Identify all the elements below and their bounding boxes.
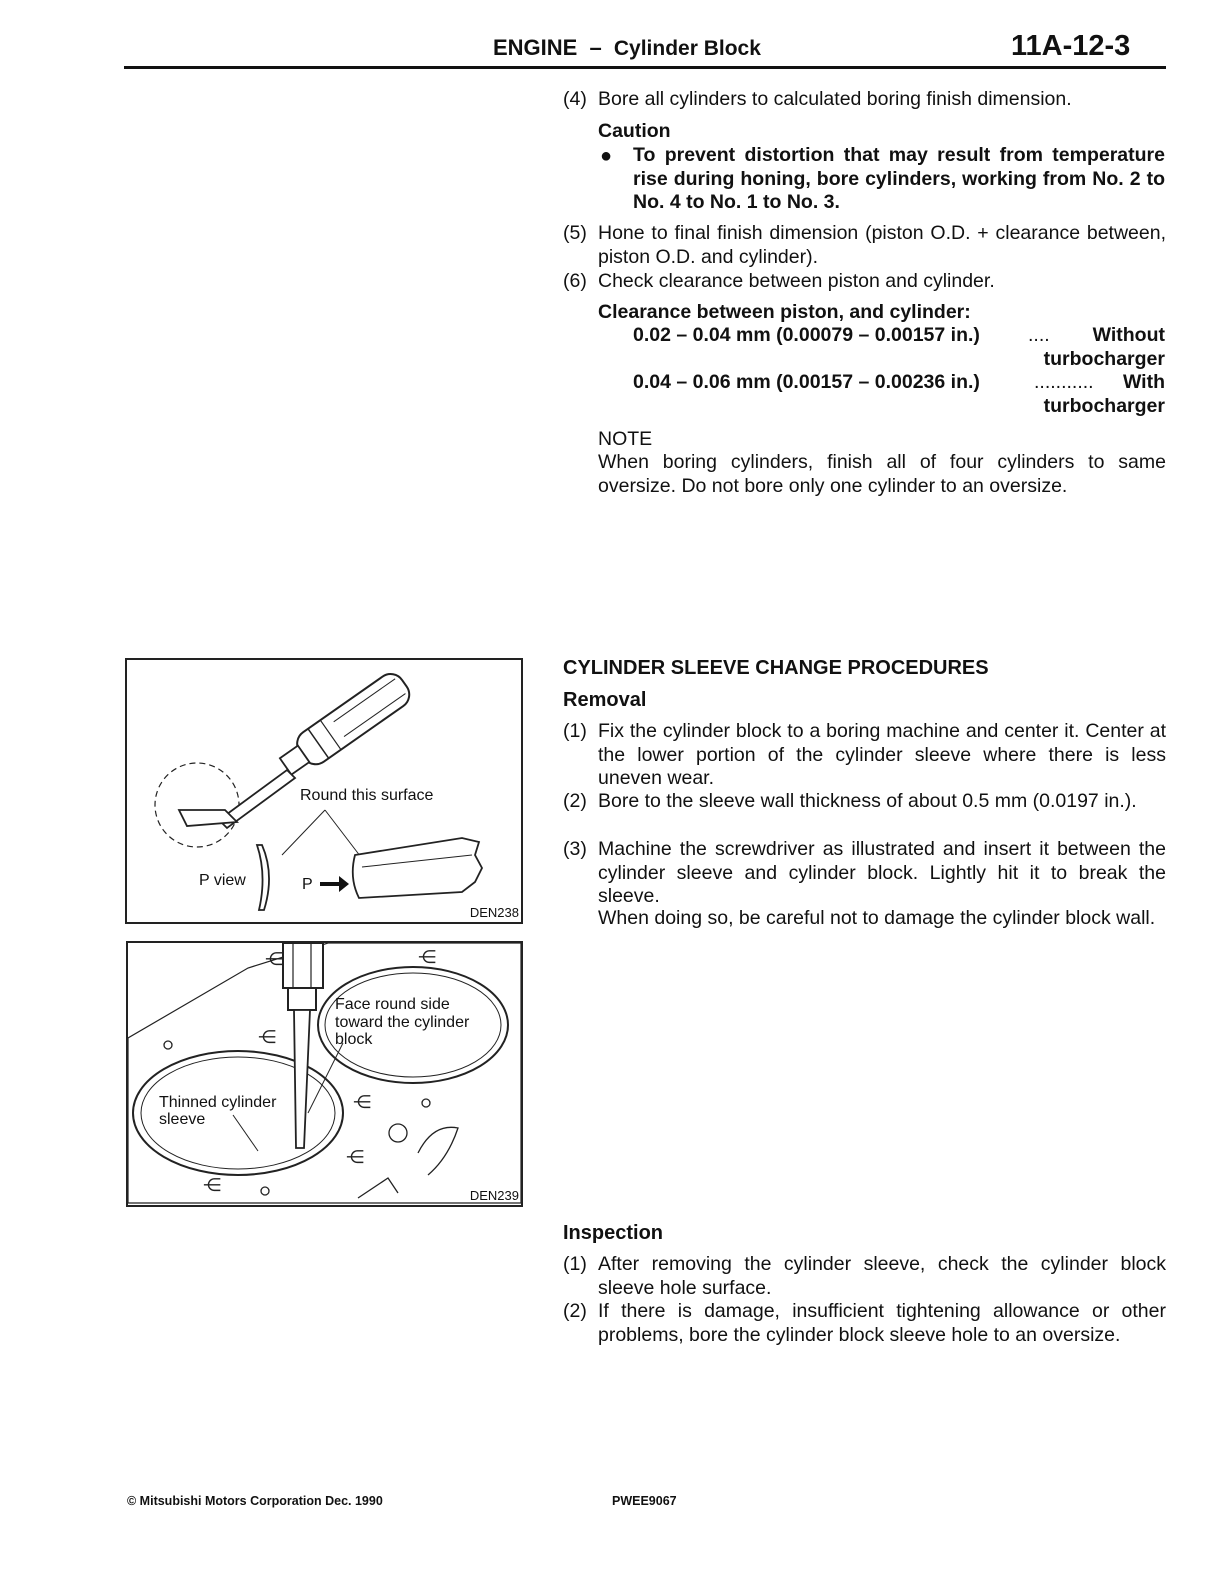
cylinder-block-illustration xyxy=(128,943,521,1205)
blade-side-view xyxy=(353,838,482,898)
clearance-condition-2a: With xyxy=(1122,371,1165,393)
label-face-round-3: block xyxy=(335,1031,373,1048)
page-number: 11A-12-3 xyxy=(1011,30,1131,62)
clearance-heading: Clearance between piston, and cylinder: xyxy=(598,301,971,323)
step-4 xyxy=(563,88,1166,112)
title-sub: Cylinder Block xyxy=(613,37,761,60)
note-text: When boring cylinders, finish all of four cylinders to same oversize. Do not bore only one cylinder to an oversize. xyxy=(598,451,1166,497)
label-thinned-1: Thinned cylinder xyxy=(159,1094,277,1111)
title-dash: – xyxy=(589,35,602,60)
clearance-condition-1b: turbocharger xyxy=(1043,348,1165,370)
section-title: CYLINDER SLEEVE CHANGE PROCEDURES xyxy=(563,657,989,679)
label-p: P xyxy=(302,876,313,893)
step-number: (1) xyxy=(563,720,587,742)
inspection-heading: Inspection xyxy=(563,1222,664,1244)
clearance-value-1: 0.02 – 0.04 mm (0.00079 – 0.00157 in.) xyxy=(633,324,980,346)
step-number: (1) xyxy=(563,1253,587,1275)
arrow-icon xyxy=(320,876,349,892)
inspection-step-2 xyxy=(563,1300,1166,1372)
footer-copyright: © Mitsubishi Motors Corporation Dec. 1990 xyxy=(127,1494,383,1508)
page-title xyxy=(493,35,761,61)
clearance-value-2: 0.04 – 0.06 mm (0.00157 – 0.00236 in.) xyxy=(633,371,980,393)
label-round-surface: Round this surface xyxy=(300,787,434,804)
figure-cylinder-block xyxy=(126,941,523,1207)
svg-text:⋲: ⋲ xyxy=(418,947,436,968)
svg-text:⋲: ⋲ xyxy=(346,1147,364,1168)
label-thinned-2: sleeve xyxy=(159,1111,206,1128)
note-heading: NOTE xyxy=(598,428,653,450)
step-number: (5) xyxy=(563,222,587,244)
removal-step-3 xyxy=(563,838,1166,910)
title-main: ENGINE xyxy=(493,35,578,60)
removal-heading: Removal xyxy=(563,689,647,711)
p-view-blade xyxy=(257,845,269,910)
label-face-round-1: Face round side xyxy=(335,996,450,1013)
clearance-dots-1: .... xyxy=(1028,324,1050,346)
screwdriver-handle xyxy=(275,669,414,782)
svg-text:⋲: ⋲ xyxy=(203,1175,221,1196)
bullet-icon: ● xyxy=(600,145,613,167)
step-5 xyxy=(563,222,1166,270)
svg-text:⋲: ⋲ xyxy=(258,1027,276,1048)
step-number: (6) xyxy=(563,270,587,292)
step-6 xyxy=(563,270,1166,294)
screwdriver-handle xyxy=(283,943,323,988)
step-text: Bore all cylinders to calculated boring finish dimension. xyxy=(598,88,1072,110)
step-text: Machine the screwdriver as illustrated and insert it between the cylinder sleeve and cylinder block. Lightly hit it to break the sleeve. xyxy=(598,838,1166,907)
step-number: (2) xyxy=(563,790,587,812)
label-p-view: P view xyxy=(199,872,246,889)
step-text: If there is damage, insufficient tightening allowance or other problems, bore the cylinder block sleeve hole to an oversize. xyxy=(598,1300,1166,1346)
footer-doc-code: PWEE9067 xyxy=(612,1494,677,1508)
step-text: Hone to final finish dimension (piston O.D. + clearance between, piston O.D. and cylinder). xyxy=(598,222,1166,268)
step-number: (2) xyxy=(563,1300,587,1322)
header-rule xyxy=(124,66,1166,69)
svg-text:⋲: ⋲ xyxy=(265,949,283,970)
label-face-round-2: toward the cylinder xyxy=(335,1014,470,1031)
detail-circle xyxy=(155,763,239,847)
step-text: Fix the cylinder block to a boring machine and center it. Center at the lower portion of the cylinder sleeve where there is less uneven wear. xyxy=(598,720,1166,789)
step-text: Bore to the sleeve wall thickness of about 0.5 mm (0.0197 in.). xyxy=(598,790,1137,812)
removal-followup: When doing so, be careful not to damage the cylinder block wall. xyxy=(598,907,1156,929)
caution-text: To prevent distortion that may result from temperature rise during honing, bore cylinders, working from No. 2 to No. 4 to No. 1 to No. 3. xyxy=(633,144,1165,213)
clearance-condition-2b: turbocharger xyxy=(1043,395,1165,417)
step-number: (4) xyxy=(563,88,587,110)
step-text: Check clearance between piston and cylinder. xyxy=(598,270,995,292)
clearance-condition-1a: Without xyxy=(1092,324,1165,346)
caution-heading: Caution xyxy=(598,120,671,142)
clearance-dots-2: ........... xyxy=(1034,371,1094,393)
inspection-step-1 xyxy=(563,1253,1166,1301)
svg-text:⋲: ⋲ xyxy=(353,1092,371,1113)
removal-step-2 xyxy=(563,790,1166,838)
figure-code: DEN239 xyxy=(469,1188,519,1203)
removal-step-1 xyxy=(563,720,1166,792)
step-number: (3) xyxy=(563,838,587,860)
figure-code: DEN238 xyxy=(469,905,519,920)
callout-line xyxy=(282,810,325,855)
step-text: After removing the cylinder sleeve, check the cylinder block sleeve hole surface. xyxy=(598,1253,1166,1299)
figure-screwdriver xyxy=(125,658,523,924)
